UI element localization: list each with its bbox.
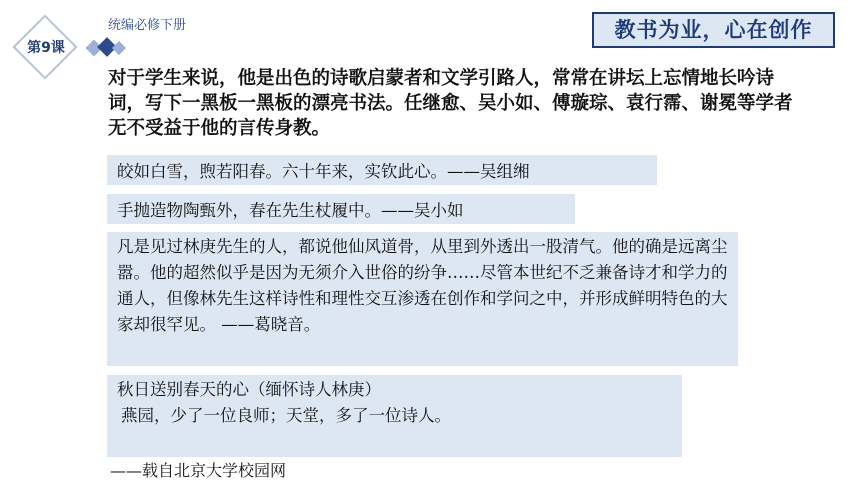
quote-block: [107, 375, 682, 457]
page-title: 教书为业，心在创作: [592, 12, 835, 48]
quote-block: 皎如白雪，煦若阳春。六十年来，实钦此心。——吴组缃: [107, 155, 657, 185]
intro-paragraph: 对于学生来说，他是出色的诗歌启蒙者和文学引路人，常常在讲坛上忘情地长吟诗词，写下一黑板一黑板的漂亮书法。任继愈、吴小如、傅璇琮、袁行霈、谢冕等学者无不受益于他的言传身教。: [108, 68, 793, 139]
decor-diamond-icon: [112, 41, 126, 55]
source-credit: ——载自北京大学校园网: [110, 461, 287, 480]
quote-block: 手抛造物陶甄外，春在先生杖履中。——吴小如: [107, 194, 575, 224]
book-label: 统编必修下册: [108, 18, 187, 33]
lesson-badge: 第9课: [27, 40, 65, 56]
quote-line: 燕园，少了一位良师；天堂，多了一位诗人。: [121, 406, 451, 425]
quote-block: 凡是见过林庚先生的人，都说他仙风道骨，从里到外透出一股清气。他的确是远离尘嚣。他的超然似乎是因为无须介入世俗的纷争……尽管本世纪不乏兼备诗才和学力的通人，但像林先生这样诗性和理性交互渗透在创作和学问之中，并形成鲜明特色的大家却很罕见。 ——葛晓音。: [107, 232, 738, 366]
quote-heading: 秋日送别春天的心（缅怀诗人林庚）: [117, 380, 381, 399]
